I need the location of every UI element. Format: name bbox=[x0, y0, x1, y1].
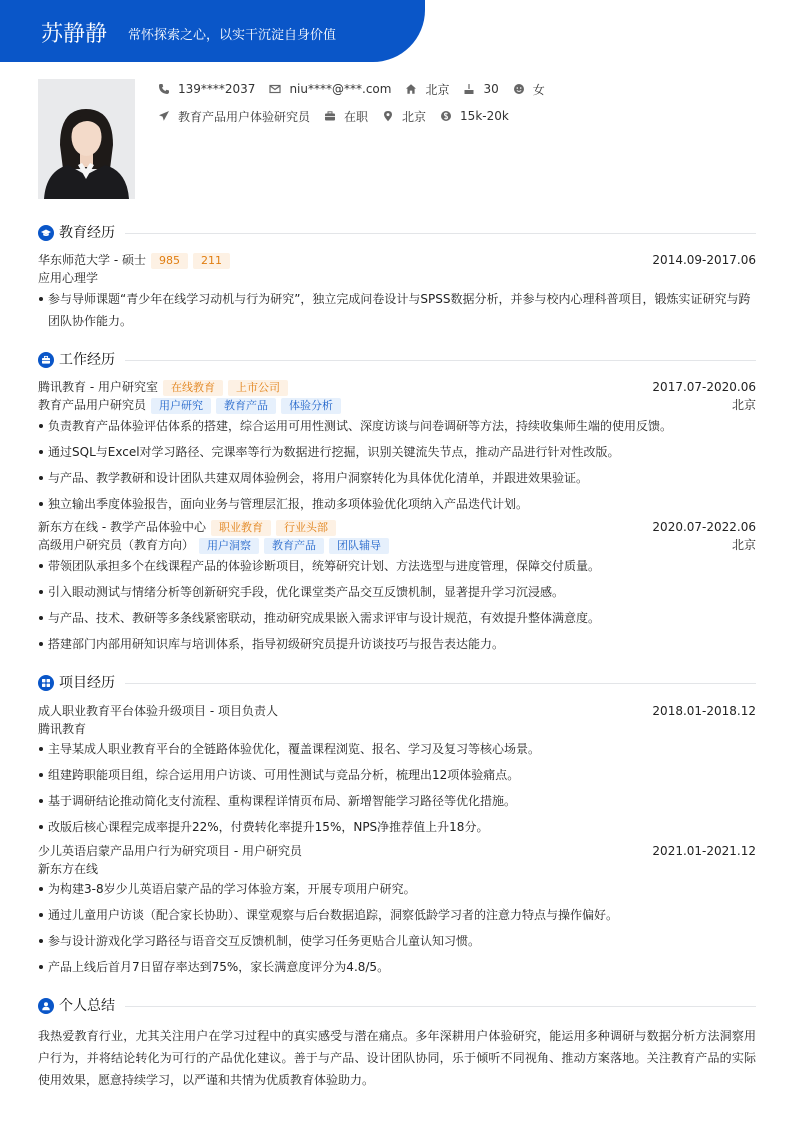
info-status bbox=[324, 108, 368, 125]
section-divider bbox=[125, 1006, 756, 1007]
info-age bbox=[463, 82, 498, 96]
project-bullet: 通过儿童用户访谈（配合家长协助）、课堂观察与后台数据追踪，洞察低龄学习者的注意力特点与操作偏好。 bbox=[38, 904, 756, 926]
work-bullet: 带领团队承担多个在线课程产品的体验诊断项目，统筹研究计划、方法选型与进度管理，保障交付质量。 bbox=[38, 555, 756, 577]
send-icon bbox=[158, 110, 170, 122]
project-title: 成人职业教育平台体验升级项目 - 项目负责人 bbox=[38, 704, 278, 718]
work-city: 北京 bbox=[731, 538, 756, 552]
section-education-title: 教育经历 bbox=[59, 225, 115, 241]
mail-icon bbox=[269, 83, 281, 95]
info-gender bbox=[513, 81, 545, 98]
work-company-tag: 职业教育 bbox=[211, 520, 271, 536]
cake-icon bbox=[463, 83, 475, 95]
candidate-motto: 常怀探索之心，以实干沉淀自身价值 bbox=[128, 28, 337, 43]
work-role-tag: 教育产品 bbox=[216, 398, 276, 414]
work-company: 新东方在线 - 教学产品体验中心 bbox=[38, 520, 206, 534]
money-icon bbox=[440, 110, 452, 122]
info-row-basic bbox=[158, 80, 559, 98]
info-hometown bbox=[405, 81, 449, 98]
info-phone bbox=[158, 82, 255, 96]
gender-icon bbox=[513, 83, 525, 95]
education-school-row bbox=[38, 252, 756, 269]
briefcase-icon bbox=[324, 110, 336, 122]
target-city-text: 北京 bbox=[402, 109, 427, 124]
graduation-cap-icon bbox=[38, 225, 54, 241]
project-1-title-row bbox=[38, 843, 756, 860]
avatar bbox=[38, 79, 135, 199]
work-bullet: 独立输出季度体验报告，面向业务与管理层汇报，推动多项体验优化项纳入产品迭代计划。 bbox=[38, 493, 756, 515]
section-summary-header bbox=[38, 997, 756, 1015]
project-org: 腾讯教育 bbox=[38, 722, 87, 736]
project-period: 2018.01-2018.12 bbox=[652, 704, 756, 718]
section-summary-title: 个人总结 bbox=[59, 998, 115, 1014]
work-0-role-row bbox=[38, 397, 756, 414]
home-icon bbox=[405, 83, 417, 95]
work-bullet: 与产品、技术、教研等多条线紧密联动，推动研究成果嵌入需求评审与设计规范，有效提升整体满意度。 bbox=[38, 607, 756, 629]
case-icon bbox=[38, 352, 54, 368]
work-role: 高级用户研究员（教育方向） bbox=[38, 538, 195, 552]
work-role-tag: 教育产品 bbox=[264, 538, 324, 554]
project-period: 2021.01-2021.12 bbox=[652, 844, 756, 858]
info-row-job bbox=[158, 107, 523, 125]
education-bullet: 参与导师课题“青少年在线学习动机与行为研究”，独立完成问卷设计与SPSS数据分析，并参与校内心理科普项目，锻炼实证研究与跨团队协作能力。 bbox=[38, 288, 756, 332]
work-company: 腾讯教育 - 用户研究室 bbox=[38, 380, 158, 394]
work-period: 2020.07-2022.06 bbox=[652, 520, 756, 534]
project-title: 少儿英语启蒙产品用户行为研究项目 - 用户研究员 bbox=[38, 844, 302, 858]
section-project-title: 项目经历 bbox=[59, 675, 115, 691]
work-role-tag: 体验分析 bbox=[281, 398, 341, 414]
location-icon bbox=[382, 110, 394, 122]
summary-text: 我热爱教育行业，尤其关注用户在学习过程中的真实感受与潜在痛点。多年深耕用户体验研究，能运用多种调研与数据分析方法洞察用户行为，并将结论转化为可行的产品优化建议。善于与产品、设计团队协同，乐于倾听不同视角、推动方案落地。关注教育产品的实际使用效果，愿意持续学习，以严谨和共情为优质教育体验助力。 bbox=[38, 1029, 756, 1087]
info-target-city bbox=[382, 108, 426, 125]
project-0-title-row bbox=[38, 703, 756, 720]
section-project-header bbox=[38, 674, 756, 692]
work-0-company-row bbox=[38, 379, 756, 396]
person-icon bbox=[38, 998, 54, 1014]
section-divider bbox=[125, 233, 756, 234]
section-divider bbox=[125, 360, 756, 361]
work-city: 北京 bbox=[731, 398, 756, 412]
work-role-tag: 用户洞察 bbox=[199, 538, 259, 554]
status-text: 在职 bbox=[344, 109, 369, 124]
work-company-tag: 行业头部 bbox=[276, 520, 336, 536]
education-school: 华东师范大学 - 硕士 bbox=[38, 253, 146, 267]
phone-icon bbox=[158, 83, 170, 95]
avatar-portrait bbox=[38, 79, 135, 199]
target-position-text: 教育产品用户体验研究员 bbox=[178, 109, 311, 124]
education-major-row bbox=[38, 270, 756, 287]
work-company-tag: 上市公司 bbox=[228, 380, 288, 396]
education-tag: 211 bbox=[193, 253, 230, 269]
education-major: 应用心理学 bbox=[38, 271, 99, 285]
candidate-name: 苏静静 bbox=[41, 22, 108, 47]
project-bullet: 组建跨职能项目组，综合运用用户访谈、可用性测试与竞品分析，梳理出12项体验痛点。 bbox=[38, 764, 756, 786]
project-bullet: 产品上线后首月7日留存率达到75%，家长满意度评分为4.8/5。 bbox=[38, 956, 756, 978]
project-bullet: 基于调研结论推动简化支付流程、重构课程详情页布局、新增智能学习路径等优化措施。 bbox=[38, 790, 756, 812]
section-education-header bbox=[38, 224, 756, 242]
project-bullet: 为构建3-8岁少儿英语启蒙产品的学习体验方案，开展专项用户研究。 bbox=[38, 878, 756, 900]
work-bullet: 通过SQL与Excel对学习路径、完课率等行为数据进行挖掘，识别关键流失节点，推动产品进行针对性改版。 bbox=[38, 441, 756, 463]
email-text: niu****@***.com bbox=[289, 82, 392, 96]
project-bullet: 改版后核心课程完成率提升22%，付费转化率提升15%，NPS净推荐值上升18分。 bbox=[38, 816, 756, 838]
age-text: 30 bbox=[483, 82, 499, 96]
work-bullet: 负责教育产品体验评估体系的搭建，综合运用可用性测试、深度访谈与问卷调研等方法，持续收集师生端的使用反馈。 bbox=[38, 415, 756, 437]
project-bullet: 参与设计游戏化学习路径与语音交互反馈机制，使学习任务更贴合儿童认知习惯。 bbox=[38, 930, 756, 952]
salary-text: 15k-20k bbox=[460, 109, 509, 123]
grid-icon bbox=[38, 675, 54, 691]
work-company-tag: 在线教育 bbox=[163, 380, 223, 396]
section-work-header bbox=[38, 351, 756, 369]
work-bullet: 搭建部门内部用研知识库与培训体系，指导初级研究员提升访谈技巧与报告表达能力。 bbox=[38, 633, 756, 655]
work-role-tag: 团队辅导 bbox=[329, 538, 389, 554]
section-work-title: 工作经历 bbox=[59, 352, 115, 368]
project-bullet: 主导某成人职业教育平台的全链路体验优化，覆盖课程浏览、报名、学习及复习等核心场景。 bbox=[38, 738, 756, 760]
phone-text: 139****2037 bbox=[178, 82, 256, 96]
work-1-role-row bbox=[38, 537, 756, 554]
education-period: 2014.09-2017.06 bbox=[652, 253, 756, 267]
project-1-org-row bbox=[38, 861, 756, 878]
info-target-position bbox=[158, 108, 310, 125]
work-role: 教育产品用户研究员 bbox=[38, 398, 147, 412]
info-email bbox=[269, 82, 391, 96]
work-role-tag: 用户研究 bbox=[151, 398, 211, 414]
info-salary bbox=[440, 109, 509, 123]
hometown-text: 北京 bbox=[425, 82, 450, 97]
gender-text: 女 bbox=[532, 82, 545, 97]
project-org: 新东方在线 bbox=[38, 862, 99, 876]
header-banner bbox=[0, 0, 425, 62]
work-bullet: 引入眼动测试与情绪分析等创新研究手段，优化课堂类产品交互反馈机制，显著提升学习沉浸感。 bbox=[38, 581, 756, 603]
work-bullet: 与产品、教学教研和设计团队共建双周体验例会，将用户洞察转化为具体优化清单，并跟进效果验证。 bbox=[38, 467, 756, 489]
project-0-org-row bbox=[38, 721, 756, 738]
work-1-company-row bbox=[38, 519, 756, 536]
section-divider bbox=[125, 683, 756, 684]
education-tag: 985 bbox=[151, 253, 188, 269]
work-period: 2017.07-2020.06 bbox=[652, 380, 756, 394]
